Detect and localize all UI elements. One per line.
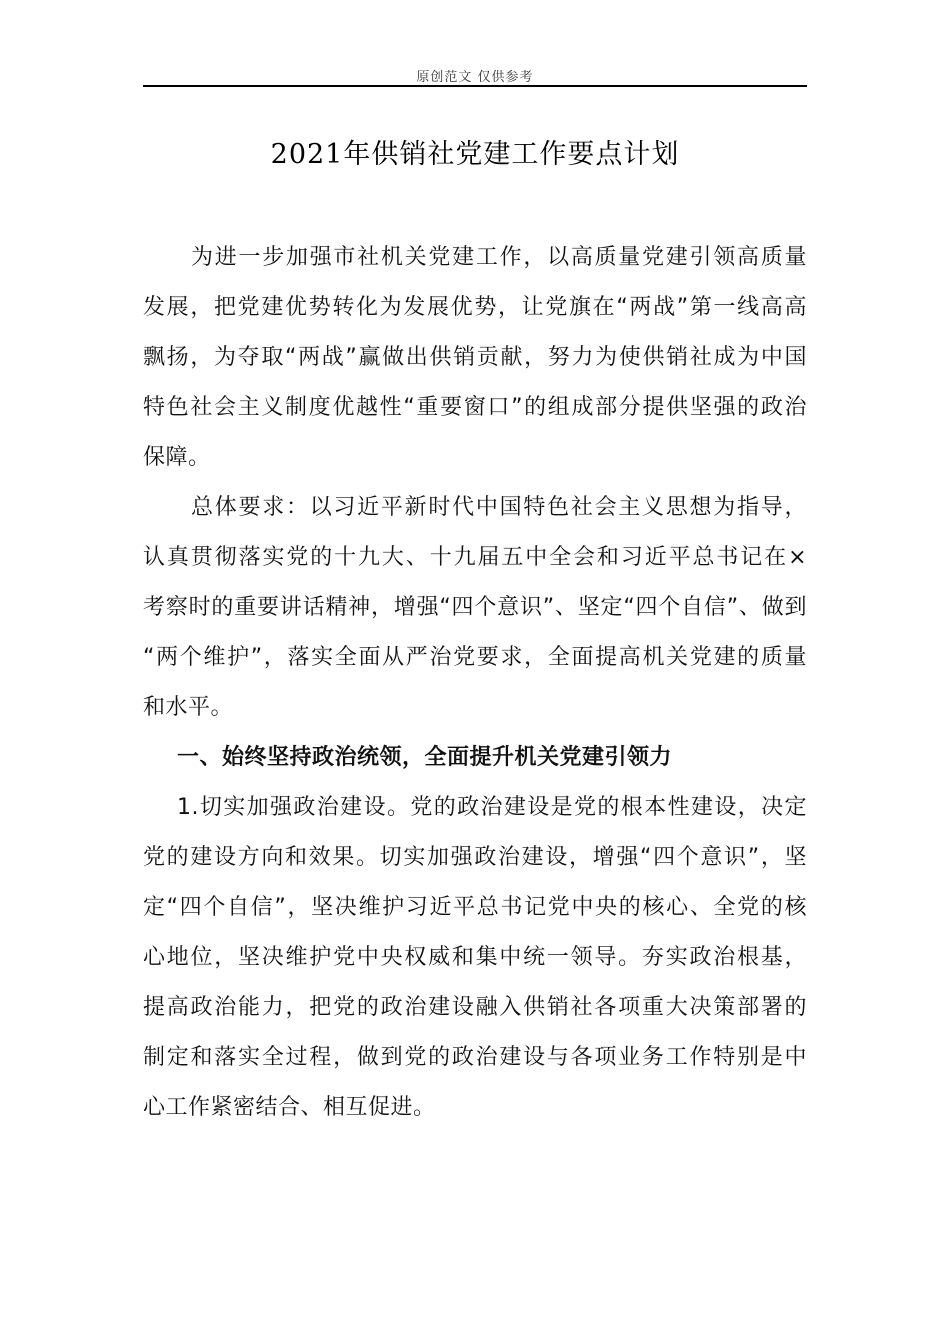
paragraph-line: 为进一步加强市社机关党建工作，以高质量党建引领高质量 <box>191 245 807 270</box>
header-text: 原创范文 仅供参考 <box>416 70 534 85</box>
paragraph-line: 1.切实加强政治建设。党的政治建设是党的根本性建设，决定 <box>177 795 807 820</box>
paragraph-line: 提高政治能力，把党的政治建设融入供销社各项重大决策部署的 <box>143 995 807 1020</box>
paragraph-line: 考察时的重要讲话精神，增强“四个意识”、坚定“四个自信”、做到 <box>143 595 807 620</box>
paragraph-line: 发展，把党建优势转化为发展优势，让党旗在“两战”第一线高高 <box>143 295 807 320</box>
paragraph-line: 保障。 <box>143 445 211 470</box>
header-rule <box>143 85 807 87</box>
document-body <box>143 238 807 1138</box>
section-heading: 一、始终坚持政治统领，全面提升机关党建引领力 <box>177 745 673 770</box>
paragraph-line: 和水平。 <box>143 695 234 720</box>
paragraph-line: 心工作紧密结合、相互促进。 <box>143 1095 436 1120</box>
paragraph-line: “两个维护”，落实全面从严治党要求，全面提高机关党建的质量 <box>143 645 807 670</box>
paragraph-line: 飘扬，为夺取“两战”赢做出供销贡献，努力为使供销社成为中国 <box>143 345 807 370</box>
paragraph-line: 特色社会主义制度优越性“重要窗口”的组成部分提供坚强的政治 <box>143 395 807 420</box>
document-title: 2021年供销社党建工作要点计划 <box>270 139 680 170</box>
paragraph-line: 总体要求：以习近平新时代中国特色社会主义思想为指导， <box>191 495 807 520</box>
paragraph-line: 制定和落实全过程，做到党的政治建设与各项业务工作特别是中 <box>143 1045 807 1070</box>
paragraph-line: 心地位，坚决维护党中央权威和集中统一领导。夯实政治根基， <box>143 945 807 970</box>
paragraph-line: 认真贯彻落实党的十九大、十九届五中全会和习近平总书记在× <box>143 545 807 570</box>
paragraph-line: 党的建设方向和效果。切实加强政治建设，增强“四个意识”，坚 <box>143 845 807 870</box>
paragraph-line: 定“四个自信”，坚决维护习近平总书记党中央的核心、全党的核 <box>143 895 807 920</box>
